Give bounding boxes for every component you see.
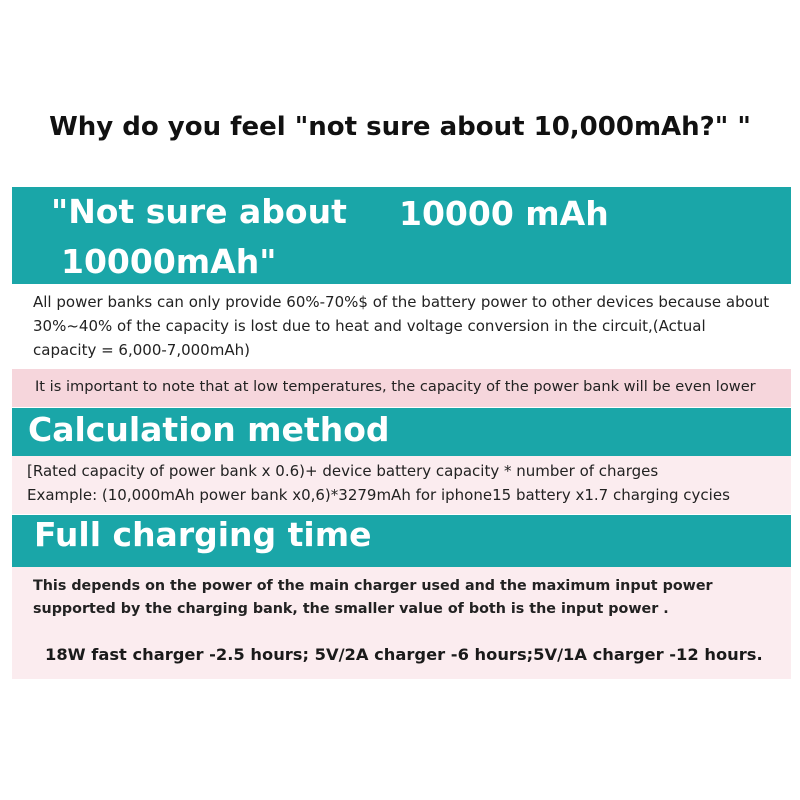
calculation-header: [12, 408, 791, 456]
full-charging-header: [12, 515, 791, 567]
full-charging-heading: Full charging time: [34, 515, 372, 554]
page-title: Why do you feel "not sure about 10,000mAh?" ": [49, 112, 751, 142]
calculation-formula: [Rated capacity of power bank x 0.6)+ device battery capacity * number of charges: [27, 462, 659, 480]
calculation-example: Example: (10,000mAh power bank x0,6)*3279mAh for iphone15 battery x1.7 charging cycies: [27, 486, 730, 504]
temperature-note-band: [12, 369, 791, 407]
explanation-text: All power banks can only provide 60%-70%$ of the battery power to other devices because about 30%~40% of the capacity is lost due to heat and voltage conversion in the circuit,(Actual capacity = 6,000-7,000mAh): [33, 293, 770, 359]
rated-capacity-value: 10000 mAh: [399, 194, 609, 233]
temperature-note: It is important to note that at low temperatures, the capacity of the power bank will be even lower: [35, 378, 756, 395]
charging-times: 18W fast charger -2.5 hours; 5V/2A charger -6 hours;5V/1A charger -12 hours.: [45, 645, 763, 664]
calculation-band: [12, 456, 791, 514]
calculation-heading: Calculation method: [28, 410, 390, 449]
full-charging-description: This depends on the power of the main charger used and the maximum input power supported by the charging bank, the smaller value of both is the input power .: [33, 578, 713, 617]
capacity-banner: [12, 187, 791, 284]
full-charging-band: [12, 567, 791, 679]
quote-line-1: "Not sure about: [51, 192, 347, 231]
quote-line-2: 10000mAh": [61, 242, 277, 281]
